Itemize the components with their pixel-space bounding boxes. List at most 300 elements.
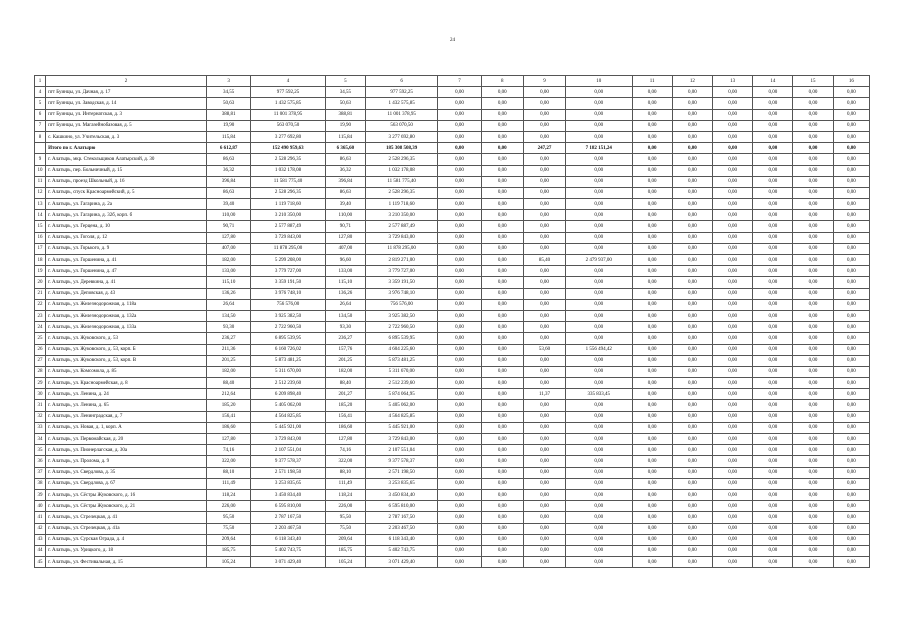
column-number: 12 (672, 76, 712, 87)
row-number: 40 (35, 501, 46, 512)
value-cell: 0,00 (632, 478, 672, 489)
value-cell: 4 604 225,60 (365, 344, 437, 355)
value-cell: 0,00 (523, 456, 565, 467)
value-cell: 0,00 (632, 299, 672, 310)
value-cell: 0,00 (632, 232, 672, 243)
value-cell: 11 581 775,40 (251, 176, 325, 187)
value-cell: 0,00 (753, 456, 793, 467)
value-cell: 0,00 (438, 489, 481, 500)
value-cell: 93,30 (207, 322, 251, 333)
row-number: 11 (35, 176, 46, 187)
value-cell: 0,00 (523, 310, 565, 321)
row-number: 43 (35, 534, 46, 545)
value-cell: 127,80 (325, 232, 365, 243)
value-cell: 0,00 (566, 366, 632, 377)
value-cell: 0,00 (672, 232, 712, 243)
value-cell: 0,00 (753, 545, 793, 556)
value-cell: 0,00 (753, 221, 793, 232)
value-cell: 4 564 825,85 (365, 411, 437, 422)
row-number: 26 (35, 344, 46, 355)
value-cell: 2 479 937,00 (566, 255, 632, 266)
value-cell: 3 071 429,40 (251, 557, 325, 568)
value-cell: 0,00 (753, 422, 793, 433)
value-cell: 115,10 (207, 277, 251, 288)
value-cell: 3 359 191,50 (251, 277, 325, 288)
value-cell: 133,00 (325, 266, 365, 277)
value-cell: 2 571 198,50 (251, 467, 325, 478)
value-cell: 0,00 (753, 299, 793, 310)
value-cell: 0,00 (566, 199, 632, 210)
table-row (35, 176, 870, 187)
column-number: 7 (438, 76, 481, 87)
value-cell: 0,00 (753, 165, 793, 176)
value-cell: 0,00 (672, 355, 712, 366)
value-cell: 0,00 (753, 445, 793, 456)
value-cell: 2 528 296,35 (365, 154, 437, 165)
value-cell: 0,00 (632, 523, 672, 534)
row-number: 30 (35, 389, 46, 400)
value-cell: 26,64 (325, 299, 365, 310)
value-cell: 0,00 (793, 501, 833, 512)
value-cell: 0,00 (672, 310, 712, 321)
value-cell: 0,00 (712, 434, 752, 445)
value-cell: 0,00 (833, 255, 869, 266)
value-cell: 0,00 (632, 288, 672, 299)
value-cell: 0,00 (438, 400, 481, 411)
value-cell: 86,63 (325, 187, 365, 198)
value-cell: 2 107 551,04 (365, 445, 437, 456)
value-cell: 0,00 (833, 422, 869, 433)
value-cell: 0,00 (833, 389, 869, 400)
table-row (35, 512, 870, 523)
value-cell: 0,00 (753, 143, 793, 154)
value-cell: 0,00 (438, 523, 481, 534)
value-cell: 0,00 (438, 557, 481, 568)
value-cell: 0,00 (481, 434, 523, 445)
row-number: 42 (35, 523, 46, 534)
value-cell: 0,00 (712, 87, 752, 98)
value-cell: 0,00 (712, 445, 752, 456)
value-cell: 0,00 (753, 98, 793, 109)
table-row (35, 366, 870, 377)
value-cell: 5 299 208,00 (251, 255, 325, 266)
value-cell: 74,16 (207, 445, 251, 456)
value-cell: 0,00 (672, 389, 712, 400)
value-cell: 0,00 (712, 109, 752, 120)
value-cell: 0,00 (753, 489, 793, 500)
value-cell: 0,00 (481, 243, 523, 254)
value-cell: 0,00 (438, 322, 481, 333)
value-cell: 322,00 (207, 456, 251, 467)
address-cell: г. Алатырь, ул. Новая, д. 1, корп. А (46, 422, 207, 433)
value-cell: 388,81 (325, 109, 365, 120)
address-cell: г. Алатырь, ул. Железнодорожная, д. 132а (46, 310, 207, 321)
value-cell: 0,00 (712, 243, 752, 254)
value-cell: 0,00 (672, 109, 712, 120)
value-cell: 0,00 (566, 266, 632, 277)
value-cell: 0,00 (753, 378, 793, 389)
value-cell: 5 405 062,00 (365, 400, 437, 411)
value-cell: 185 308 508,39 (365, 143, 437, 154)
value-cell: 0,00 (793, 389, 833, 400)
value-cell: 0,00 (793, 109, 833, 120)
value-cell: 407,00 (325, 243, 365, 254)
value-cell: 0,00 (438, 131, 481, 142)
value-cell: 0,00 (793, 299, 833, 310)
row-number: 27 (35, 355, 46, 366)
value-cell: 0,00 (438, 545, 481, 556)
column-number: 15 (793, 76, 833, 87)
address-cell: г. Алатырь, ул. Сурская Ограда, д. 4 (46, 534, 207, 545)
value-cell: 0,00 (481, 199, 523, 210)
address-cell: г. Алатырь, ул. Первомайская, д. 20 (46, 434, 207, 445)
value-cell: 0,00 (833, 310, 869, 321)
value-cell: 136,26 (207, 288, 251, 299)
value-cell: 0,00 (833, 355, 869, 366)
value-cell: 6 209 898,40 (251, 389, 325, 400)
table-row (35, 400, 870, 411)
value-cell: 0,00 (523, 557, 565, 568)
row-number: 41 (35, 512, 46, 523)
value-cell: 0,00 (753, 478, 793, 489)
value-cell: 0,00 (672, 221, 712, 232)
value-cell: 0,00 (566, 501, 632, 512)
row-number: 8 (35, 131, 46, 142)
value-cell: 0,00 (481, 422, 523, 433)
value-cell: 0,00 (753, 344, 793, 355)
value-cell: 3 779 727,00 (251, 266, 325, 277)
value-cell: 0,00 (438, 199, 481, 210)
value-cell: 3 976 748,10 (365, 288, 437, 299)
value-cell: 0,00 (793, 255, 833, 266)
value-cell: 0,00 (753, 277, 793, 288)
table-row (35, 266, 870, 277)
value-cell: 0,00 (632, 243, 672, 254)
value-cell: 5 874 064,95 (365, 389, 437, 400)
value-cell: 118,24 (207, 489, 251, 500)
value-cell: 0,00 (672, 143, 712, 154)
row-number: 34 (35, 434, 46, 445)
value-cell: 0,00 (753, 266, 793, 277)
value-cell: 0,00 (672, 176, 712, 187)
value-cell: 0,00 (753, 411, 793, 422)
value-cell: 0,00 (712, 557, 752, 568)
value-cell: 0,00 (438, 143, 481, 154)
value-cell: 88,40 (207, 378, 251, 389)
value-cell: 0,00 (632, 143, 672, 154)
value-cell: 50,63 (207, 98, 251, 109)
row-number: 16 (35, 232, 46, 243)
value-cell: 5 402 743,75 (365, 545, 437, 556)
value-cell: 1 432 575,85 (365, 98, 437, 109)
row-number: 20 (35, 277, 46, 288)
value-cell: 105,24 (207, 557, 251, 568)
value-cell: 3 925 382,50 (365, 310, 437, 321)
value-cell: 2 571 198,50 (365, 467, 437, 478)
value-cell: 0,00 (632, 199, 672, 210)
value-cell: 0,00 (672, 165, 712, 176)
value-cell: 6 895 539,95 (365, 333, 437, 344)
value-cell: 0,00 (523, 277, 565, 288)
value-cell: 5 311 670,00 (251, 366, 325, 377)
value-cell: 0,00 (672, 489, 712, 500)
value-cell: 0,00 (753, 232, 793, 243)
value-cell: 0,00 (793, 434, 833, 445)
value-cell: 0,00 (712, 322, 752, 333)
value-cell: 0,00 (523, 512, 565, 523)
table-row (35, 322, 870, 333)
value-cell: 226,00 (207, 501, 251, 512)
value-cell: 0,00 (833, 478, 869, 489)
value-cell: 0,00 (793, 366, 833, 377)
value-cell: 0,00 (481, 478, 523, 489)
value-cell: 26,64 (207, 299, 251, 310)
address-cell: г. Алатырь, ул. Стрелецкая, д. 41а (46, 523, 207, 534)
value-cell: 110,00 (207, 210, 251, 221)
value-cell: 0,00 (833, 366, 869, 377)
value-cell: 0,00 (833, 221, 869, 232)
value-cell: 127,80 (207, 434, 251, 445)
value-cell: 0,00 (632, 333, 672, 344)
value-cell: 0,00 (523, 243, 565, 254)
table-row (35, 299, 870, 310)
value-cell: 0,00 (672, 322, 712, 333)
value-cell: 36,32 (325, 165, 365, 176)
value-cell: 0,00 (481, 333, 523, 344)
value-cell: 0,00 (438, 266, 481, 277)
value-cell: 3 253 835,65 (365, 478, 437, 489)
value-cell: 86,63 (207, 187, 251, 198)
value-cell: 5 873 481,25 (251, 355, 325, 366)
value-cell: 0,00 (523, 98, 565, 109)
value-cell: 0,00 (833, 210, 869, 221)
value-cell: 7 182 151,24 (566, 143, 632, 154)
row-number: 29 (35, 378, 46, 389)
address-cell: г. Алатырь, ул. Герцена, д. 10 (46, 221, 207, 232)
value-cell: 0,00 (438, 277, 481, 288)
value-cell: 0,00 (566, 299, 632, 310)
address-cell: г. Алатырь, мкр. Стекольщиков Алатырский, д. 30 (46, 154, 207, 165)
value-cell: 185,75 (207, 545, 251, 556)
address-cell: г. Алатырь, ул. Красноармейская, д. 8 (46, 378, 207, 389)
value-cell: 0,00 (481, 255, 523, 266)
value-cell: 90,71 (325, 221, 365, 232)
value-cell: 0,00 (523, 400, 565, 411)
row-number: 12 (35, 187, 46, 198)
value-cell: 34,55 (325, 87, 365, 98)
value-cell: 0,00 (523, 411, 565, 422)
value-cell: 5 873 481,25 (365, 355, 437, 366)
value-cell: 236,27 (325, 333, 365, 344)
value-cell: 0,00 (793, 176, 833, 187)
value-cell: 0,00 (566, 154, 632, 165)
table-header-row (35, 76, 870, 87)
value-cell: 2 722 960,50 (365, 322, 437, 333)
value-cell: 0,00 (523, 165, 565, 176)
value-cell: 0,00 (833, 98, 869, 109)
value-cell: 0,00 (793, 344, 833, 355)
table-row (35, 210, 870, 221)
value-cell: 2 528 296,35 (365, 187, 437, 198)
value-cell: 0,00 (833, 534, 869, 545)
value-cell: 0,00 (753, 131, 793, 142)
value-cell: 3 976 748,10 (251, 288, 325, 299)
value-cell: 0,00 (793, 232, 833, 243)
value-cell: 0,00 (481, 489, 523, 500)
value-cell: 0,00 (523, 210, 565, 221)
value-cell: 0,00 (672, 534, 712, 545)
value-cell: 1 556 494,42 (566, 344, 632, 355)
row-number: 18 (35, 255, 46, 266)
value-cell: 39,40 (325, 199, 365, 210)
value-cell: 133,00 (207, 266, 251, 277)
value-cell: 0,00 (481, 523, 523, 534)
value-cell: 0,00 (753, 400, 793, 411)
column-number: 13 (712, 76, 752, 87)
value-cell: 3 729 843,00 (251, 232, 325, 243)
value-cell: 0,00 (438, 288, 481, 299)
value-cell: 0,00 (438, 310, 481, 321)
page-number: 24 (450, 38, 455, 43)
value-cell: 0,00 (632, 266, 672, 277)
value-cell: 0,00 (672, 456, 712, 467)
value-cell: 0,00 (566, 210, 632, 221)
value-cell: 88,10 (207, 467, 251, 478)
value-cell: 0,00 (793, 120, 833, 131)
value-cell: 0,00 (793, 288, 833, 299)
value-cell: 0,00 (833, 322, 869, 333)
value-cell: 0,00 (438, 478, 481, 489)
value-cell: 6 118 343,40 (365, 534, 437, 545)
value-cell: 0,00 (481, 187, 523, 198)
value-cell: 5 311 670,00 (365, 366, 437, 377)
address-cell: г. Алатырь, ул. Сёстры Жуковского, д. 21 (46, 501, 207, 512)
table-row (35, 422, 870, 433)
value-cell: 977 592,25 (365, 87, 437, 98)
value-cell: 0,00 (793, 199, 833, 210)
value-cell: 0,00 (753, 512, 793, 523)
address-cell: г. Алатырь, проезд Школьный, д. 16 (46, 176, 207, 187)
value-cell: 6 595 810,00 (365, 501, 437, 512)
table-row (35, 232, 870, 243)
address-cell: г. Алатырь, ул. Деревкина, д. 41 (46, 277, 207, 288)
address-cell: г. Алатырь, ул. Жуковского, д. 53, корп. В (46, 355, 207, 366)
row-number: 23 (35, 310, 46, 321)
value-cell: 0,00 (833, 411, 869, 422)
value-cell: 0,00 (833, 154, 869, 165)
value-cell: 88,40 (325, 378, 365, 389)
value-cell: 0,00 (833, 545, 869, 556)
value-cell: 0,00 (712, 333, 752, 344)
value-cell: 0,00 (833, 523, 869, 534)
value-cell: 0,00 (632, 366, 672, 377)
value-cell: 0,00 (712, 378, 752, 389)
value-cell: 0,00 (793, 400, 833, 411)
value-cell: 3 210 350,00 (251, 210, 325, 221)
value-cell: 0,00 (566, 456, 632, 467)
value-cell: 1 032 178,08 (251, 165, 325, 176)
value-cell: 0,00 (438, 87, 481, 98)
row-number: 14 (35, 210, 46, 221)
total-row (35, 143, 870, 154)
value-cell: 6 612,87 (207, 143, 251, 154)
value-cell: 3 359 191,50 (365, 277, 437, 288)
value-cell: 0,00 (712, 199, 752, 210)
value-cell: 0,00 (672, 277, 712, 288)
value-cell: 0,00 (672, 467, 712, 478)
value-cell: 3 729 843,00 (365, 232, 437, 243)
value-cell: 0,00 (523, 199, 565, 210)
row-number: 39 (35, 489, 46, 500)
value-cell: 111,49 (207, 478, 251, 489)
table-row (35, 557, 870, 568)
value-cell: 0,00 (632, 277, 672, 288)
value-cell: 136,26 (325, 288, 365, 299)
row-number: 4 (35, 87, 46, 98)
address-cell: с. Кашкино, ул. Учительская, д. 3 (46, 131, 207, 142)
value-cell: 9 377 578,37 (251, 456, 325, 467)
value-cell: 0,00 (566, 232, 632, 243)
value-cell: 86,63 (207, 154, 251, 165)
value-cell: 0,00 (833, 232, 869, 243)
value-cell: 0,00 (438, 176, 481, 187)
value-cell: 0,00 (833, 199, 869, 210)
value-cell: 0,00 (672, 366, 712, 377)
row-number: 19 (35, 266, 46, 277)
value-cell: 0,00 (438, 154, 481, 165)
value-cell: 134,50 (207, 310, 251, 321)
value-cell: 201,25 (207, 355, 251, 366)
value-cell: 0,00 (481, 120, 523, 131)
value-cell: 5 405 062,00 (251, 400, 325, 411)
value-cell: 0,00 (523, 445, 565, 456)
address-cell: г. Алатырь, ул. Железнодорожная, д. 118а (46, 299, 207, 310)
value-cell: 0,00 (438, 187, 481, 198)
value-cell: 0,00 (438, 221, 481, 232)
value-cell: 6 118 343,40 (251, 534, 325, 545)
value-cell: 0,00 (523, 187, 565, 198)
value-cell: 0,00 (833, 266, 869, 277)
row-number: 22 (35, 299, 46, 310)
value-cell: 0,00 (833, 299, 869, 310)
value-cell: 209,64 (325, 534, 365, 545)
value-cell: 0,00 (481, 366, 523, 377)
value-cell: 0,00 (438, 109, 481, 120)
table-row (35, 355, 870, 366)
value-cell: 0,00 (481, 87, 523, 98)
value-cell: 0,00 (481, 98, 523, 109)
value-cell: 0,00 (753, 154, 793, 165)
value-cell: 0,00 (833, 512, 869, 523)
value-cell: 0,00 (793, 131, 833, 142)
value-cell: 0,00 (632, 131, 672, 142)
value-cell: 0,00 (481, 355, 523, 366)
value-cell: 0,00 (481, 154, 523, 165)
value-cell: 0,00 (632, 501, 672, 512)
address-cell: пгт Буинцы, ул. Интернатская, д. 3 (46, 109, 207, 120)
value-cell: 201,25 (325, 355, 365, 366)
value-cell: 0,00 (481, 557, 523, 568)
value-cell: 185,20 (207, 400, 251, 411)
address-cell: г. Алатырь, ул. Горшенина, д. 41 (46, 255, 207, 266)
value-cell: 110,00 (325, 210, 365, 221)
value-cell: 2 203 467,50 (251, 523, 325, 534)
value-cell: 3 277 692,80 (365, 131, 437, 142)
value-cell: 0,00 (566, 411, 632, 422)
table-row (35, 165, 870, 176)
value-cell: 36,32 (207, 165, 251, 176)
value-cell: 209,64 (207, 534, 251, 545)
